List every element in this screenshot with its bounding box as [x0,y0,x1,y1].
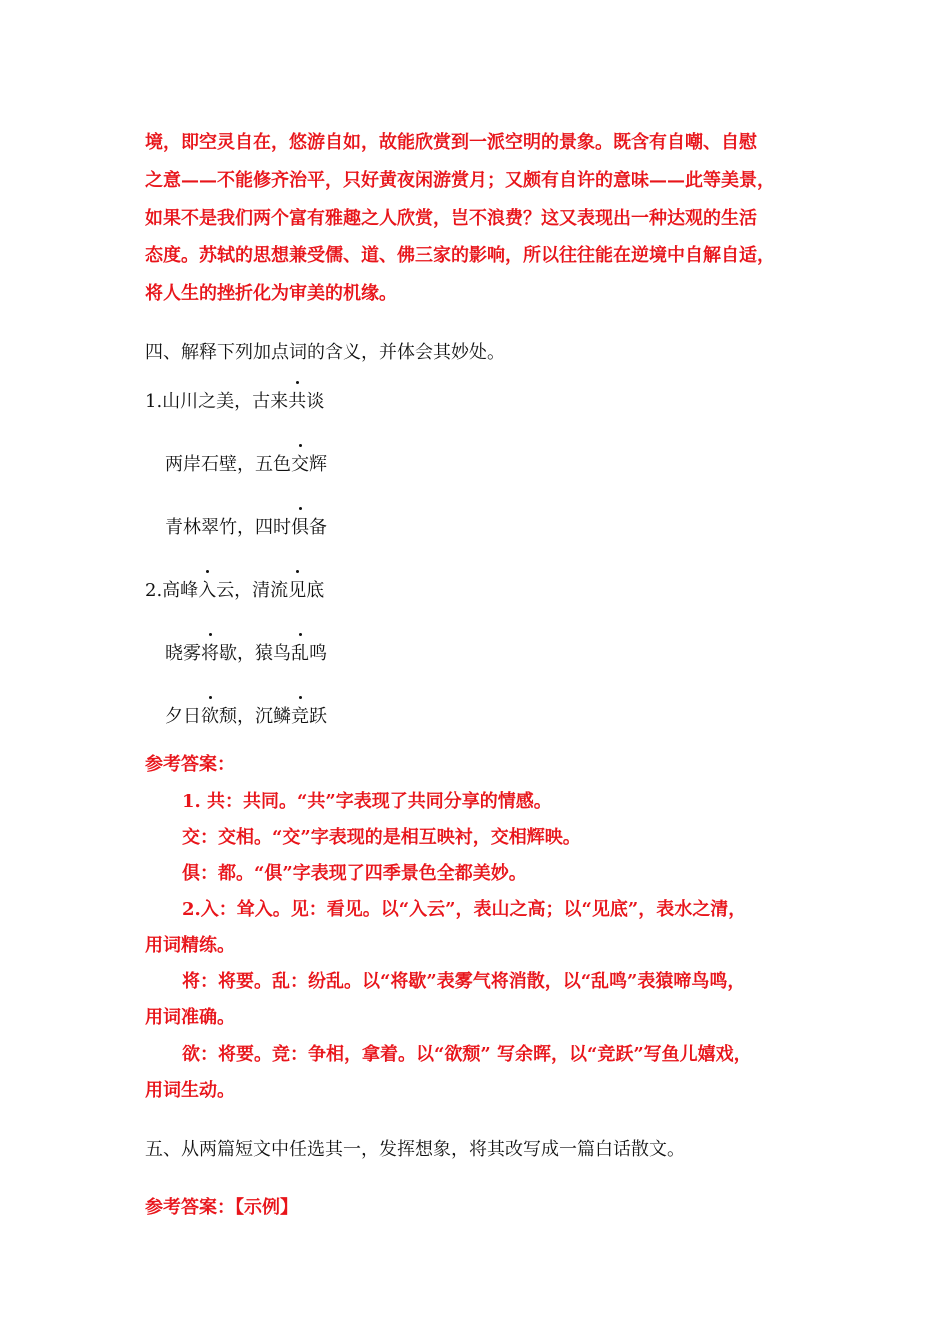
answer-label: 参考答案：【示例】 [145,1197,298,1218]
paragraph-line: 态度。苏轼的思想兼受儒、道、佛三家的影响，所以往往能在逆境中自解自适， [145,245,775,266]
verse-text: 颓，沉鳞 [219,706,291,727]
dotted-word: 俱 [291,513,309,539]
answer-line: 将：将要。乱：纷乱。以“将歇”表雾气将消散，以“乱鸣”表猿啼鸟鸣， [182,971,746,992]
verse-line [165,513,327,539]
verse-line [165,639,327,665]
verse-line [145,387,324,413]
answer-line: 用词精练。 [145,935,235,956]
dotted-word: 乱 [291,639,309,665]
paragraph-line: 之意——不能修齐治平，只好黄夜闲游赏月；又颇有自许的意味——此等美景， [145,170,775,191]
paragraph-line: 如果不是我们两个富有雅趣之人欣赏，岂不浪费？这又表现出一种达观的生活 [145,208,757,229]
dotted-word: 交 [291,450,309,476]
dotted-word: 欲 [201,702,219,728]
dotted-word: 见 [288,576,306,602]
verse-text: 跃 [309,706,327,727]
verse-text: 1.山川之美，古来 [145,391,289,412]
answer-line: 交：交相。“交”字表现的是相互映衬，交相辉映。 [182,827,581,848]
verse-line [165,702,327,728]
answer-line: 用词准确。 [145,1007,235,1028]
verse-text: 歇，猿鸟 [219,643,291,664]
verse-line [165,450,327,476]
verse-text: 晓雾 [165,643,201,664]
verse-text: 两岸石壁，五色 [165,454,291,475]
dotted-word: 共 [288,387,306,413]
verse-text: 青林翠竹，四时 [165,517,291,538]
dotted-word: 入 [198,576,216,602]
question-4-heading: 四、解释下列加点词的含义，并体会其妙处。 [145,342,505,363]
verse-text: 底 [306,580,325,601]
paragraph-line: 境，即空灵自在，悠游自如，故能欣赏到一派空明的景象。既含有自嘲、自慰 [145,132,757,153]
verse-line [145,576,324,602]
paragraph-line: 将人生的挫折化为审美的机缘。 [145,283,397,304]
dotted-word: 将 [201,639,219,665]
answer-line: 2.入：耸入。见：看见。以“入云”，表山之高；以“见底”，表水之清， [182,899,747,920]
verse-text: 夕日 [165,706,201,727]
dotted-word: 竞 [291,702,309,728]
answer-line: 1. 共：共同。“共”字表现了共同分享的情感。 [182,791,552,812]
verse-text: 鸣 [309,643,327,664]
verse-text: 谈 [306,391,325,412]
answer-line: 俱：都。“俱”字表现了四季景色全都美妙。 [182,863,527,884]
verse-text: 2.高峰 [145,580,199,601]
verse-text: 备 [309,517,327,538]
answer-line: 欲：将要。竞：争相，拿着。以“欲颓” 写余晖，以“竞跃”写鱼儿嬉戏， [182,1044,752,1065]
answer-line: 用词生动。 [145,1080,235,1101]
verse-text: 辉 [309,454,327,475]
question-5-heading: 五、从两篇短文中任选其一，发挥想象，将其改写成一篇白话散文。 [145,1139,685,1160]
answer-label: 参考答案： [145,754,235,775]
verse-text: 云，清流 [216,580,289,601]
